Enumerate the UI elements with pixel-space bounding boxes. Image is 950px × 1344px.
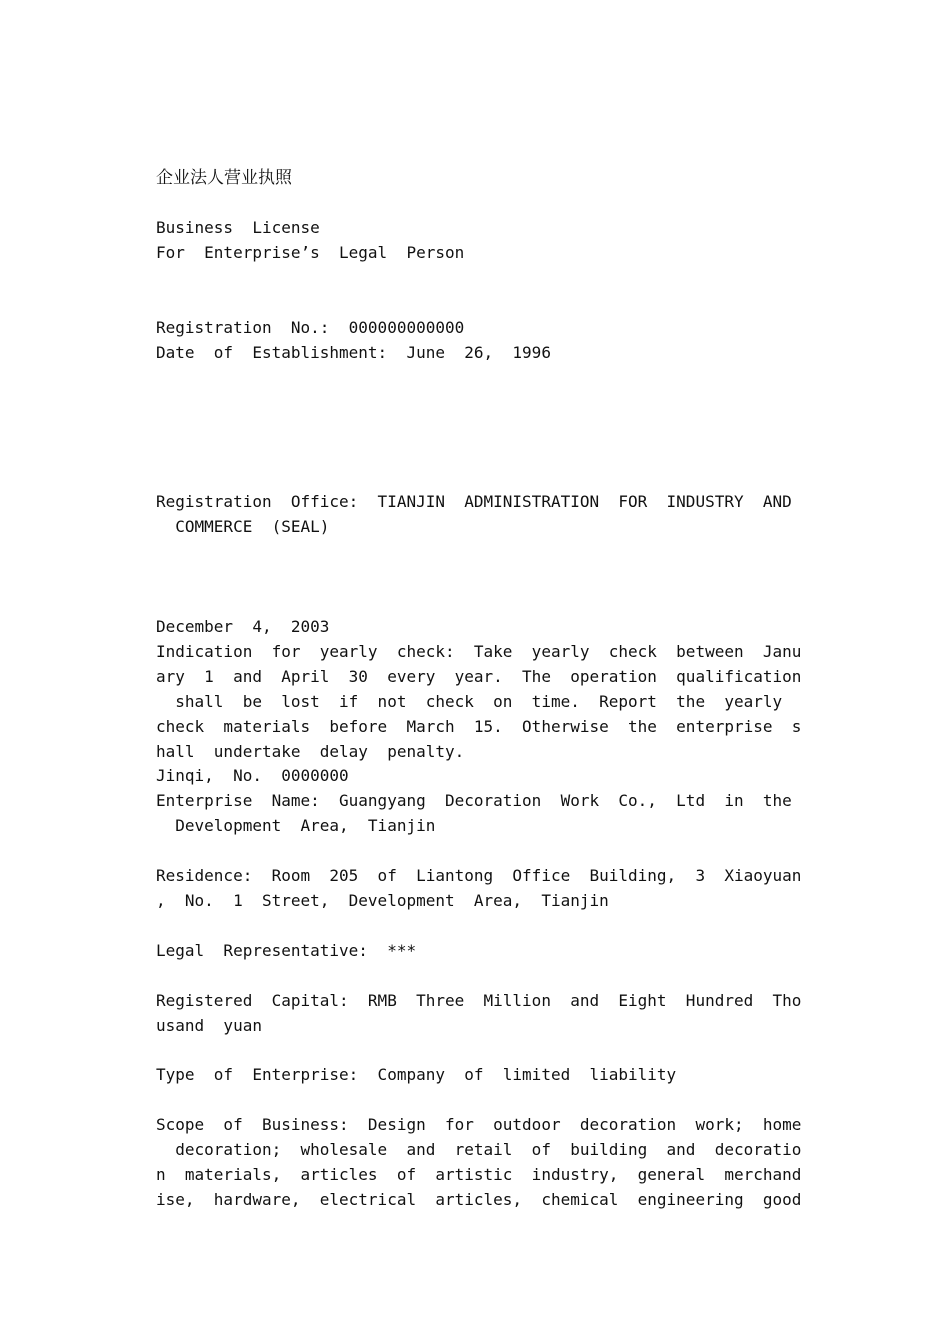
registration-office-line-2: COMMERCE (SEAL) <box>156 517 330 536</box>
residence-line: Residence: Room 205 of Liantong Office Building, 3 Xiaoyuan <box>156 866 802 885</box>
yearly-check-line: hall undertake delay penalty. <box>156 742 465 761</box>
registered-capital-line: Registered Capital: RMB Three Million and Eight Hundred Tho <box>156 991 802 1010</box>
scope-of-business-line: decoration; wholesale and retail of building and decoratio <box>156 1140 802 1159</box>
yearly-check-line: shall be lost if not check on time. Report the yearly <box>156 692 783 711</box>
scope-of-business-line: Scope of Business: Design for outdoor decoration work; home <box>156 1115 802 1134</box>
legal-representative: Legal Representative: *** <box>156 941 417 960</box>
enterprise-name-line: Enterprise Name: Guangyang Decoration Work Co., Ltd in the <box>156 791 792 810</box>
enterprise-name-line: Development Area, Tianjin <box>156 816 436 835</box>
yearly-check-line: ary 1 and April 30 every year. The operation qualification <box>156 667 802 686</box>
scope-of-business-line: n materials, articles of artistic industry, general merchand <box>156 1165 802 1184</box>
registration-number: Registration No.: 000000000000 <box>156 318 465 337</box>
enterprise-type: Type of Enterprise: Company of limited liability <box>156 1065 677 1084</box>
jinqi-number: Jinqi, No. 0000000 <box>156 766 349 785</box>
date-of-establishment: Date of Establishment: June 26, 1996 <box>156 343 551 362</box>
title-english-line-2: For Enterprise’s Legal Person <box>156 243 465 262</box>
title-english-line-1: Business License <box>156 218 320 237</box>
registered-capital-line: usand yuan <box>156 1016 262 1035</box>
yearly-check-line: check materials before March 15. Otherwise the enterprise s <box>156 717 802 736</box>
issue-date: December 4, 2003 <box>156 617 330 636</box>
title-chinese: 企业法人营业执照 <box>156 168 292 188</box>
residence-line: , No. 1 Street, Development Area, Tianjin <box>156 891 609 910</box>
scope-of-business-line: ise, hardware, electrical articles, chemical engineering good <box>156 1190 802 1209</box>
registration-office-line-1: Registration Office: TIANJIN ADMINISTRATION FOR INDUSTRY AND <box>156 492 792 511</box>
yearly-check-line: Indication for yearly check: Take yearly check between Janu <box>156 642 802 661</box>
